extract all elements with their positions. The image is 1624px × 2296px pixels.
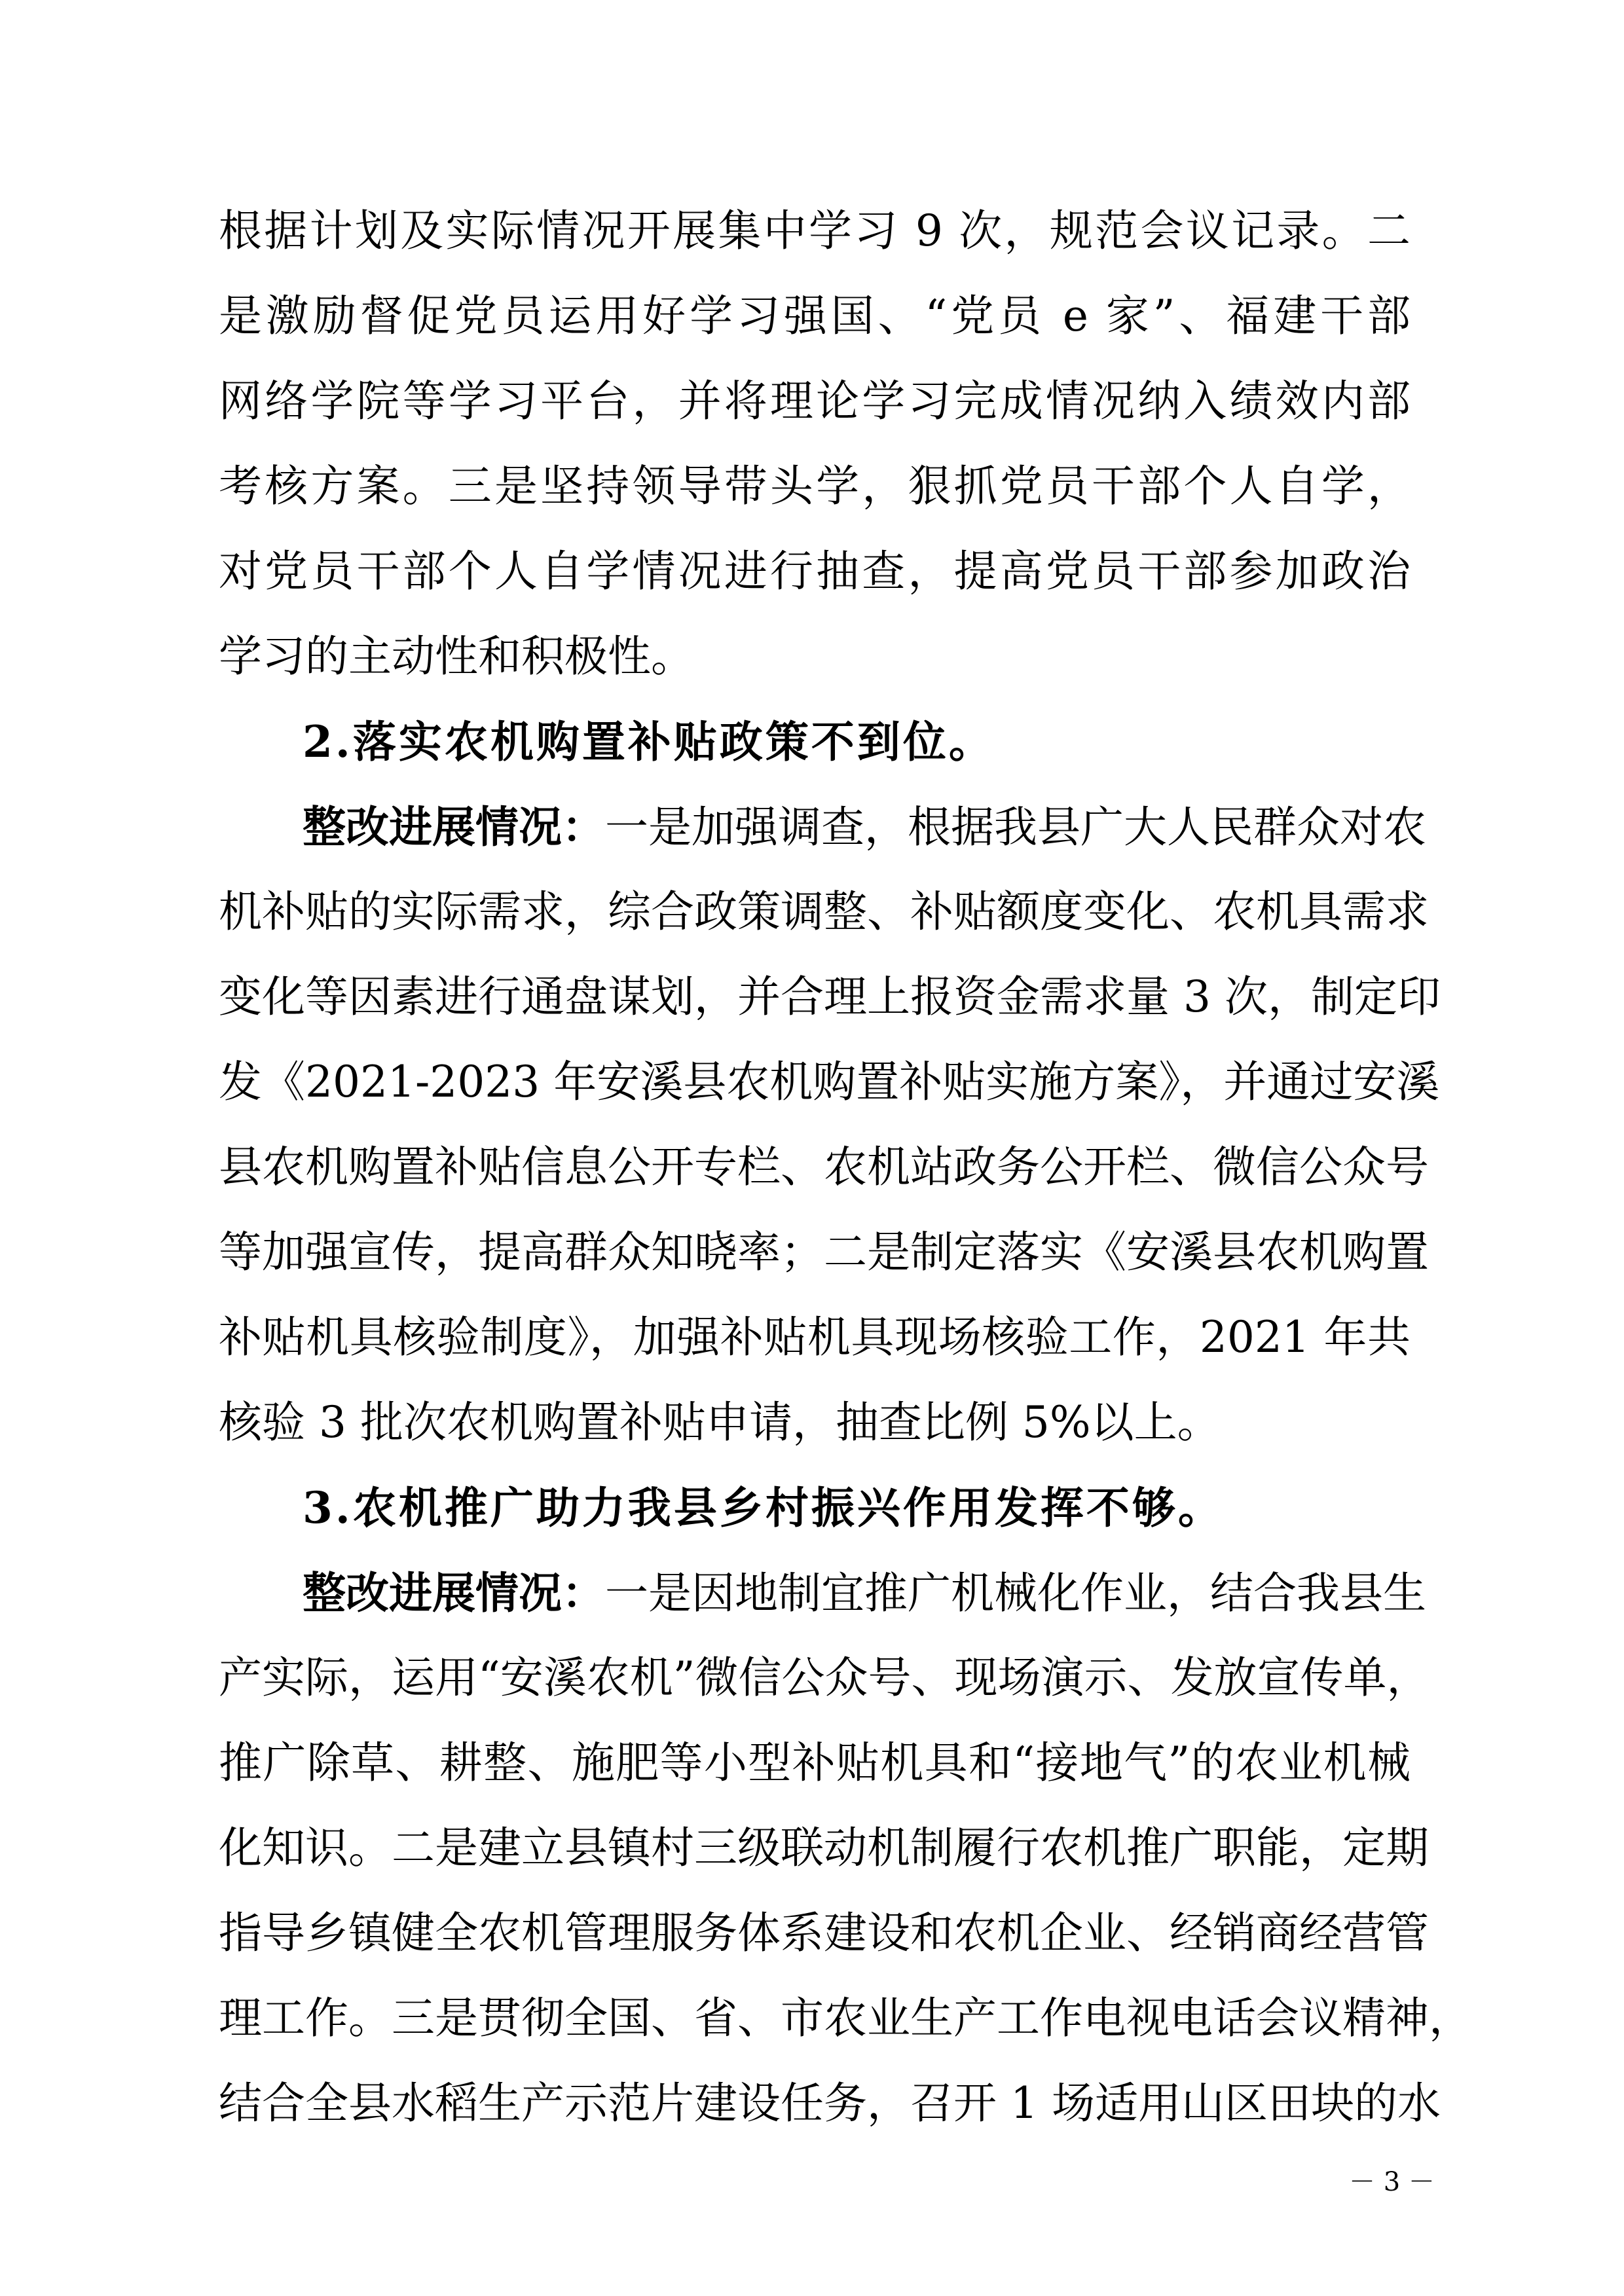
body-line: 推广除草、耕整、施肥等小型补贴机具和“接地气”的农业机械 <box>219 1738 1411 1788</box>
paragraph-first-line-text: 一是加强调查，根据我县广大人民群众对农 <box>605 802 1426 852</box>
body-line: 是激励督促党员运用好学习强国、“党员 e 家”、福建干部 <box>219 291 1411 341</box>
paragraph-first-line <box>303 797 1426 857</box>
section-heading: 2.落实农机购置补贴政策不到位。 <box>303 716 995 767</box>
body-line: 等加强宣传，提高群众知晓率；二是制定落实《安溪县农机购置 <box>219 1227 1429 1277</box>
body-line: 对党员干部个人自学情况进行抽查，提高党员干部参加政治 <box>219 546 1411 596</box>
body-line: 结合全县水稻生产示范片建设任务，召开 1 场适用山区田块的水 <box>219 2078 1441 2128</box>
body-line: 县农机购置补贴信息公开专栏、农机站政务公开栏、微信公众号 <box>219 1142 1429 1192</box>
body-line: 补贴机具核验制度》，加强补贴机具现场核验工作，2021 年共 <box>219 1312 1411 1362</box>
body-line: 产实际，运用“安溪农机”微信公众号、现场演示、发放宣传单， <box>219 1652 1430 1703</box>
body-line: 指导乡镇健全农机管理服务体系建设和农机企业、经销商经营管 <box>219 1908 1429 1958</box>
progress-label: 整改进展情况： <box>303 801 605 852</box>
body-line: 机补贴的实际需求，综合政策调整、补贴额度变化、农机具需求 <box>219 886 1429 937</box>
page-number: － 3 － <box>1349 2167 1435 2197</box>
body-line: 发《2021-2023 年安溪县农机购置补贴实施方案》，并通过安溪 <box>219 1057 1440 1107</box>
section-heading: 3.农机推广助力我县乡村振兴作用发挥不够。 <box>303 1482 1224 1533</box>
body-line: 学习的主动性和积极性。 <box>219 631 694 682</box>
paragraph-first-line-text: 一是因地制宜推广机械化作业，结合我县生 <box>605 1568 1426 1618</box>
body-line: 理工作。三是贯彻全国、省、市农业生产工作电视电话会议精神， <box>219 1993 1472 2043</box>
body-line: 根据计划及实际情况开展集中学习 9 次，规范会议记录。二 <box>219 206 1411 256</box>
body-line: 核验 3 批次农机购置补贴申请，抽查比例 5%以上。 <box>219 1397 1221 1448</box>
paragraph-first-line <box>303 1563 1426 1623</box>
progress-label: 整改进展情况： <box>303 1567 605 1618</box>
body-line: 考核方案。三是坚持领导带头学，狠抓党员干部个人自学， <box>219 461 1411 511</box>
body-line: 网络学院等学习平台，并将理论学习完成情况纳入绩效内部 <box>219 376 1411 426</box>
body-line: 变化等因素进行通盘谋划，并合理上报资金需求量 3 次，制定印 <box>219 972 1441 1022</box>
body-line: 化知识。二是建立县镇村三级联动机制履行农机推广职能，定期 <box>219 1823 1429 1873</box>
